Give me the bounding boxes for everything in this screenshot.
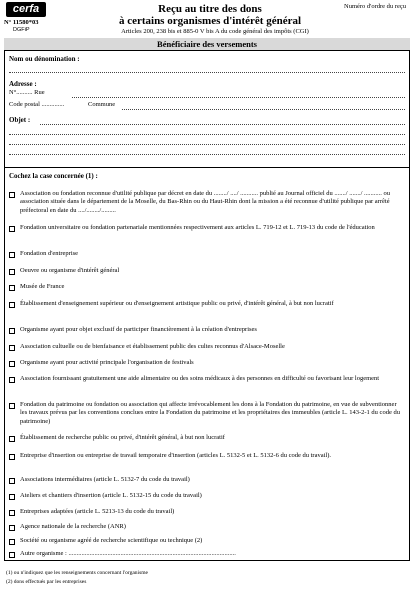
section-title: Bénéficiaire des versements <box>4 38 410 51</box>
checklist-item: Société ou organisme agréé de recherche scientifique ou technique (2) <box>20 537 203 544</box>
checkbox-item-6[interactable] <box>9 302 15 308</box>
street-field[interactable] <box>72 97 405 98</box>
checkbox-item-10[interactable] <box>9 377 15 383</box>
checkbox-item-3[interactable] <box>9 252 15 258</box>
checkbox-item-18[interactable] <box>9 539 15 545</box>
checklist-item: Association cultuelle ou de bienfaisance et établissement public des cultes reconnus d'Alsace-Moselle <box>20 343 285 350</box>
checkbox-item-16[interactable] <box>9 510 15 516</box>
checklist-item: Ateliers et chantiers d'insertion (article L. 5132-15 du code du travail) <box>20 492 202 499</box>
checklist-item: Établissement de recherche public ou privé, d'intérêt général, à but non lucratif <box>20 434 225 441</box>
checklist-item: Association fournissant gratuitement une aide alimentaire ou des soins médicaux à des personnes en difficulté ou favorisant leur logement <box>20 375 380 382</box>
checklist-item: Organisme ayant pour objet exclusif de participer financièrement à la création d'entreprises <box>20 326 257 333</box>
checklist-item: Entreprises adaptées (article L. 5213-13 du code du travail) <box>20 508 175 515</box>
checklist-item: Fondation d'entreprise <box>20 250 79 257</box>
commune-field[interactable] <box>122 109 405 110</box>
object-label: Objet : <box>9 116 31 124</box>
checklist-item: Oeuvre ou organisme d'intérêt général <box>20 267 120 274</box>
checklist-item: Fondation du patrimoine ou fondation ou association qui affecte irrévocablement les dons à la Fondation du patrimoine, en vue de subventionner les travaux prévus par les conventions conclues entre la Fondation du patrimoine et les propriétaires des immeubles (article L. 143-2-1 du code du patrimoine) <box>20 401 400 425</box>
address-label: Adresse : <box>9 80 37 88</box>
address-number-label: N°.......... Rue <box>9 89 45 96</box>
postal-code-label: Code postal .............. <box>9 101 65 108</box>
checkbox-item-15[interactable] <box>9 494 15 500</box>
form-title-line1: Reçu au titre des dons <box>158 3 262 15</box>
checklist-item: Organisme ayant pour activité principale l'organisation de festivals <box>20 359 194 366</box>
receipt-number-label: Numéro d'ordre du reçu <box>344 3 406 10</box>
form-title-line2: à certains organismes d'intérêt général <box>118 15 302 27</box>
checkbox-item-9[interactable] <box>9 361 15 367</box>
checkbox-item-1[interactable] <box>9 192 15 198</box>
checkbox-item-8[interactable] <box>9 345 15 351</box>
form-number: N° 11580*03 <box>4 19 39 26</box>
commune-label: Commune <box>88 101 116 108</box>
checkbox-item-7[interactable] <box>9 328 15 334</box>
footnote-1: (1) ou n'indiquez que les renseignements concernant l'organisme <box>6 570 148 576</box>
checkbox-item-12[interactable] <box>9 436 15 442</box>
receipt-number-field[interactable] <box>344 13 406 25</box>
cerfa-logo: cerfa <box>6 2 46 17</box>
checkbox-item-2[interactable] <box>9 226 15 232</box>
checkbox-item-5[interactable] <box>9 285 15 291</box>
object-field-line1[interactable] <box>40 124 405 125</box>
name-field[interactable] <box>9 72 405 73</box>
object-field-line2[interactable] <box>9 134 405 135</box>
object-field-line4[interactable] <box>9 154 405 155</box>
name-label: Nom ou dénomination : <box>9 55 80 63</box>
checklist-item: Fondation universitaire ou fondation partenariale mentionnées respectivement aux articles L. 719-12 et L. 719-13 du code de l'éducation <box>20 224 375 231</box>
checkbox-item-17[interactable] <box>9 525 15 531</box>
checkbox-item-13[interactable] <box>9 454 15 460</box>
checkbox-item-19[interactable] <box>9 552 15 558</box>
form-subtitle: Articles 200, 238 bis et 885-0 V bis A du code général des impôts (CGI) <box>121 28 309 35</box>
object-field-line3[interactable] <box>9 144 405 145</box>
checklist-item: Musée de France <box>20 283 65 290</box>
checklist-item: Entreprise d'insertion ou entreprise de travail temporaire d'insertion (articles L. 5132-5 et L. 5132-6 du code du travail). <box>20 452 331 459</box>
checklist-item: Association ou fondation reconnue d'utilité publique par décret en date du ......../ ..../ ........... publié au Journal officiel du ......./ ......./ ........... ou association située dans le département de la Moselle, du Bas-Rhin ou du Haut-Rhin dont la mission a été reconnue d'utilité publique par arrêté préfectoral en date du ..../......../......... <box>20 190 391 214</box>
agency-label: DGFiP <box>13 27 30 33</box>
checklist-item: Associations intermédiaires (article L. 5132-7 du code du travail) <box>20 476 190 483</box>
checklist-item: Établissement d'enseignement supérieur ou d'enseignement artistique public ou privé, d'intérêt général, à but non lucratif <box>20 300 334 307</box>
footnote-2: (2) dons effectués par les entreprises <box>6 579 87 585</box>
checklist-item: Agence nationale de la recherche (ANR) <box>20 523 126 530</box>
checklist-heading: Cochez la case concernée (1) : <box>9 172 98 180</box>
section-divider <box>4 167 410 168</box>
checkbox-item-4[interactable] <box>9 269 15 275</box>
checkbox-item-11[interactable] <box>9 403 15 409</box>
checklist-item: Autre organisme : ....................................................................................................... <box>20 550 236 557</box>
checkbox-item-14[interactable] <box>9 478 15 484</box>
